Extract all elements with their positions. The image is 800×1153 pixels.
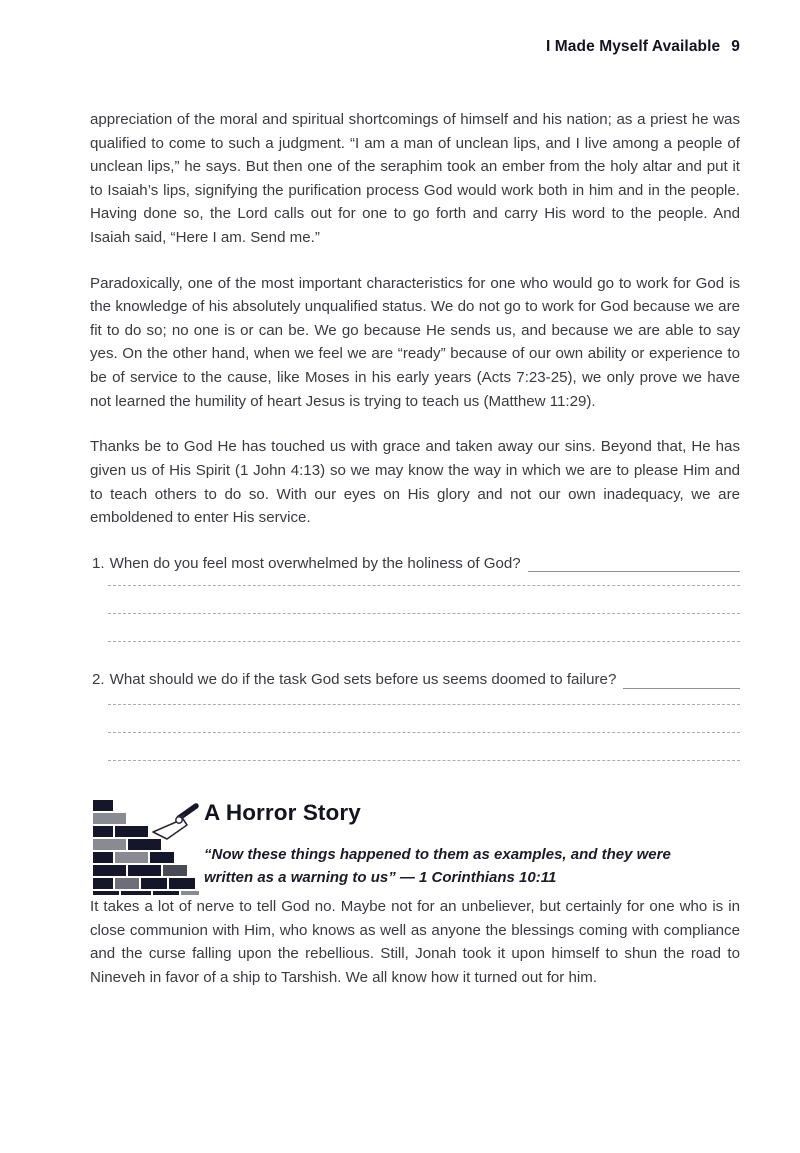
answer-line[interactable] [108, 640, 740, 642]
answer-lines [90, 703, 740, 761]
closing-paragraph: It takes a lot of nerve to tell God no. Maybe not for an unbeliever, but certainly for one who is in close communion with Him, who knows as well as anyone the blessings coming with compliance and the curse falling upon the rebellious. Still, Jonah took it upon himself to shun the road to Nineveh in favor of a ship to Tarshish. We all know how it turned out for him. [90, 897, 740, 986]
answer-field-inline[interactable] [528, 570, 740, 572]
section-title: A Horror Story [204, 799, 361, 825]
section-text-block [199, 799, 749, 889]
body-paragraph-1: appreciation of the moral and spiritual shortcomings of himself and his nation; as a priest he was qualified to come to such a judgment. “I am a man of unclean lips, and I live among a people of unclean lips,” he says. But then one of the seraphim took an ember from the holy altar and put it to Isaiah’s lips, signifying the purification process God would work both in him and in the people. Having done so, the Lord calls out for one to go forth and carry His word to the people. And Isaiah said, “Here I am. Send me.” [90, 111, 740, 247]
question-text: When do you feel most overwhelmed by the holiness of God? [109, 554, 521, 572]
question-block-1 [90, 552, 740, 643]
quote-line-1: “Now these things happened to them as examples, and they were [204, 845, 671, 863]
answer-line[interactable] [108, 612, 740, 614]
brick-wall-trowel-icon [91, 799, 199, 895]
answer-line[interactable] [108, 731, 740, 733]
question-number: 1. [92, 554, 105, 572]
quote-line-2: written as a warning to us” — 1 Corinthians 10:11 [204, 868, 557, 886]
section-scripture-quote [204, 844, 749, 890]
page-content [90, 108, 740, 989]
running-title: I Made Myself Available [545, 38, 721, 55]
body-paragraph-2: Paradoxically, one of the most important characteristics for one who would go to work for God is the knowledge of his absolutely unqualified status. We do not go to work for God because we are fit to do so; no one is or can be. We go because He sends us, and because we are able to say yes. On the other hand, when we feel we are “ready” because of our own ability or experience to be of service to the cause, like Moses in his early years (Acts 7:23-25), we only prove we have not learned the humility of heart Jesus is trying to teach us (Matthew 11:29). [90, 274, 740, 410]
running-header [546, 38, 740, 56]
question-row [90, 668, 740, 692]
answer-lines [90, 584, 740, 642]
answer-line[interactable] [108, 703, 740, 705]
question-block-2 [90, 668, 740, 761]
question-text: What should we do if the task God sets before us seems doomed to failure? [109, 671, 617, 689]
page-number: 9 [731, 38, 740, 55]
question-row [90, 552, 740, 576]
answer-line[interactable] [108, 759, 740, 761]
answer-line[interactable] [108, 584, 740, 586]
question-number: 2. [92, 671, 105, 689]
question-list [90, 552, 740, 761]
body-paragraph-3: Thanks be to God He has touched us with grace and taken away our sins. Beyond that, He has given us of His Spirit (1 John 4:13) so we may know the way in which we are to please Him and to teach others to do so. With our eyes on His glory and not our own inadequacy, we are emboldened to enter His service. [90, 438, 740, 527]
answer-field-inline[interactable] [623, 687, 740, 689]
section-horror-story [90, 799, 740, 989]
